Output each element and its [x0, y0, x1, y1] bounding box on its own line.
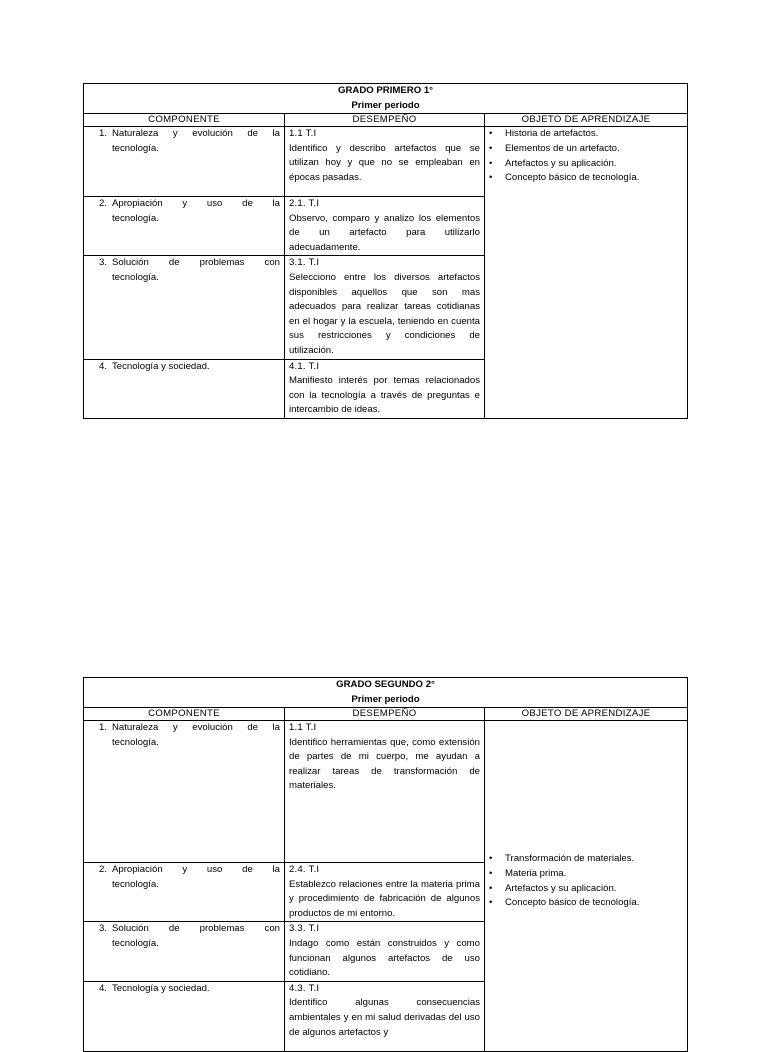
table-title-row	[84, 84, 688, 114]
desempeno-cell	[285, 981, 485, 1051]
objetivos-cell	[485, 127, 688, 419]
component-text: Solución de problemas con	[112, 923, 280, 935]
desempeno-cell	[285, 721, 485, 863]
desempeno-code: 4.3. T.I	[289, 982, 320, 994]
component-number: 1.	[98, 128, 107, 139]
table-row	[84, 127, 688, 197]
objetivos-cell	[485, 721, 688, 1052]
component-text: Tecnología y sociedad.	[112, 982, 210, 994]
header-objeto: OBJETO DE APRENDIZAJE	[485, 708, 688, 721]
component-cell	[84, 922, 285, 981]
objetivos-list	[489, 127, 683, 186]
component-text: Apropiación y uso de la	[112, 198, 280, 209]
component-text: Naturaleza y evolución de la	[112, 722, 280, 733]
component-text-cont: tecnología.	[112, 142, 159, 154]
table-grado-segundo	[83, 677, 688, 1052]
desempeno-text: Observo, comparo y analizo los elementos de un artefacto para utilizarlo adecuadamente.	[289, 212, 480, 253]
desempeno-code: 1.1 T.I	[289, 722, 317, 733]
component-cell	[84, 127, 285, 197]
component-text: Tecnología y sociedad.	[112, 360, 210, 372]
component-cell	[84, 359, 285, 418]
component-text-cont: tecnología.	[112, 212, 159, 224]
table-title-row	[84, 678, 688, 708]
table-title: GRADO SEGUNDO 2°	[336, 679, 435, 690]
table-title-cell	[84, 84, 688, 114]
list-item: • Transformación de materiales.	[489, 852, 683, 867]
table-subtitle: Primer periodo	[351, 99, 420, 111]
desempeno-text: Identifico y describo artefactos que se utilizan hoy y que no se empleaban en épocas pasadas.	[289, 142, 480, 183]
list-item: • Concepto básico de tecnología.	[489, 171, 683, 186]
table-subtitle: Primer periodo	[351, 693, 420, 705]
component-cell	[84, 721, 285, 863]
table-header-row	[84, 114, 688, 127]
component-cell	[84, 256, 285, 359]
component-text: Apropiación y uso de la	[112, 864, 280, 875]
component-text-cont: tecnología.	[112, 937, 159, 949]
component-text: Solución de problemas con	[112, 257, 280, 269]
list-item: • Artefactos y su aplicación.	[489, 882, 683, 897]
objetivos-list	[489, 852, 683, 911]
table-title-cell	[84, 678, 688, 708]
desempeno-text: Establezco relaciones entre la materia prima y procedimiento de fabricación de algunos productos de mi entorno.	[289, 878, 480, 919]
list-item: • Elementos de un artefacto.	[489, 142, 683, 157]
component-cell	[84, 981, 285, 1051]
component-number: 4.	[98, 360, 107, 372]
desempeno-cell	[285, 922, 485, 981]
desempeno-code: 4.1. T.I	[289, 360, 320, 372]
table-title: GRADO PRIMERO 1°	[338, 85, 434, 96]
component-number: 4.	[98, 982, 107, 994]
desempeno-code: 2.1. T.I	[289, 198, 320, 209]
list-item: • Concepto básico de tecnología.	[489, 896, 683, 911]
table-header-row	[84, 708, 688, 721]
header-componente: COMPONENTE	[84, 708, 285, 721]
desempeno-text: Selecciono entre los diversos artefactos disponibles aquellos que son mas adecuados para realizar tareas cotidianas en el hogar y la escuela, teniendo en cuenta sus restricciones y condiciones de utilización.	[289, 271, 480, 356]
header-desempeno: DESEMPEÑO	[285, 114, 485, 127]
component-number: 3.	[98, 257, 107, 269]
desempeno-cell	[285, 256, 485, 359]
component-text-cont: tecnología.	[112, 878, 159, 890]
desempeno-code: 3.1. T.I	[289, 257, 320, 269]
component-text: Naturaleza y evolución de la	[112, 128, 280, 139]
list-item: • Materia prima.	[489, 867, 683, 882]
desempeno-text: Identifico algunas consecuencias ambientales y en mi salud derivadas del uso de algunos artefactos y	[289, 997, 480, 1038]
desempeno-cell	[285, 127, 485, 197]
desempeno-text: Manifiesto interés por temas relacionados con la tecnología a través de preguntas e intercambio de ideas.	[289, 375, 480, 416]
component-number: 2.	[98, 198, 107, 209]
table-row	[84, 721, 688, 863]
desempeno-cell	[285, 359, 485, 418]
header-desempeno: DESEMPEÑO	[285, 708, 485, 721]
component-number: 3.	[98, 923, 107, 935]
desempeno-text: Indago como están construidos y como funcionan algunos artefactos de uso cotidiano.	[289, 937, 480, 979]
header-objeto: OBJETO DE APRENDIZAJE	[485, 114, 688, 127]
desempeno-cell	[285, 197, 485, 256]
component-text-cont: tecnología.	[112, 271, 159, 283]
table-grado-primero	[83, 83, 688, 419]
component-number: 1.	[98, 722, 107, 733]
component-cell	[84, 197, 285, 256]
component-cell	[84, 863, 285, 922]
component-text-cont: tecnología.	[112, 736, 159, 748]
component-number: 2.	[98, 864, 107, 875]
desempeno-code: 1.1 T.I	[289, 128, 317, 139]
list-item: • Artefactos y su aplicación.	[489, 157, 683, 172]
desempeno-text: Identifico herramientas que, como extensión de partes de mi cuerpo, me ayudan a realizar tareas de transformación de materiales.	[289, 736, 480, 792]
desempeno-code: 2.4. T.I	[289, 864, 320, 875]
list-item: • Historia de artefactos.	[489, 127, 683, 142]
desempeno-code: 3.3. T.I	[289, 923, 320, 935]
desempeno-cell	[285, 863, 485, 922]
header-componente: COMPONENTE	[84, 114, 285, 127]
